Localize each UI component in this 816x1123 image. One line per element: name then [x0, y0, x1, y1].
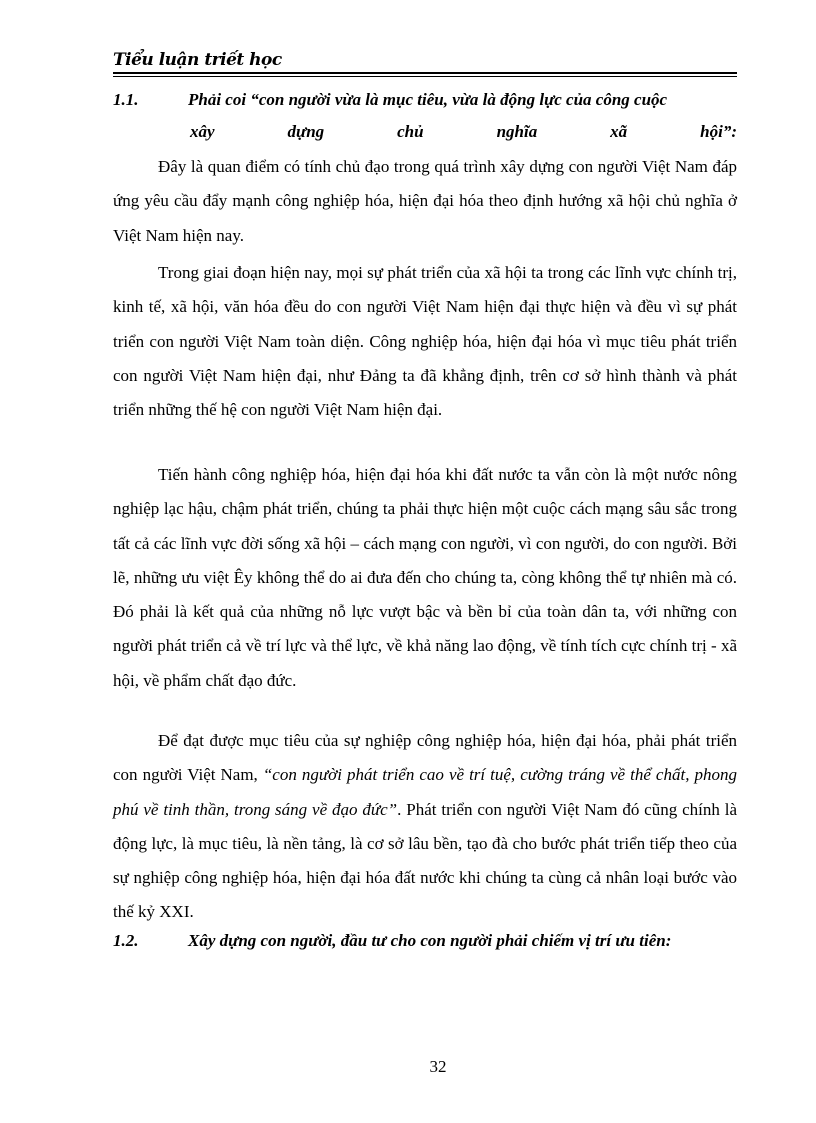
section-title-1-2: Xây dựng con người, đầu tư cho con người phải chiếm vị trí ưu tiên: [188, 931, 672, 950]
paragraph-4-intro: Để đạt được mục tiêu của sự nghiệp công nghiệp hóa, hiện đại hóa, phải phát triển con người Việt Nam, [113, 731, 737, 785]
section-title-1-1-line2: xây dựng chủ nghĩa xã hội”: [190, 122, 737, 141]
header-rule-thick [113, 72, 737, 74]
paragraph-3: Tiến hành công nghiệp hóa, hiện đại hóa khi đất nước ta vẫn còn là một nước nông nghiệp lạc hậu, chậm phát triển, chúng ta phải thực hiện một cuộc cách mạng sâu sắc trong tất cả các lĩnh vực đời sống xã hội – cách mạng con người, vì con người, do con người. Bởi lẽ, những ưu việt Êy không thể do ai đưa đến cho chúng ta, còng không thể tự nhiên mà có. Đó phải là kết quả của những nỗ lực vượt bậc và bền bỉ của toàn dân ta, với những con người phát triển cả về trí lực và thể lực, về khả năng lao động, về tính tích cực chính trị - xã hội, về phẩm chất đạo đức. [113, 465, 737, 690]
section-heading-1-2 [113, 925, 737, 957]
paragraph-4 [113, 724, 737, 930]
page-number: 32 [429, 1057, 447, 1076]
section-number-1-2: 1.2. [113, 931, 139, 950]
paragraph-4-rest: . Phát triển con người Việt Nam đó cũng chính là động lực, là mục tiêu, là nền tảng, là cơ sở lâu bền, tạo đà cho bước phát triển tiếp theo của sự nghiệp công nghiệp hóa, hiện đại hóa đất nước khi chúng ta cùng cả nhân loại bước vào thế kỷ XXI. [113, 799, 738, 922]
section-title-1-1-line1: Phải coi “con người vừa là mục tiêu, vừa là động lực của công cuộc [188, 90, 668, 109]
paragraph-1: Đây là quan điểm có tính chủ đạo trong quá trình xây dựng con người Việt Nam đáp ứng yêu cầu đẩy mạnh công nghiệp hóa, hiện đại hóa theo định hướng xã hội chủ nghĩa ở Việt Nam hiện nay. [113, 157, 737, 245]
paragraph-4-quote: “con người phát triển cao về trí tuệ, cường tráng về thể chất, phong phú về tinh thần, trong sáng về đạo đức” [113, 765, 737, 819]
section-number-1-1: 1.1. [113, 90, 139, 109]
header-rule-thin [113, 76, 737, 77]
section-heading-1-1 [113, 84, 737, 116]
running-header-title: Tiểu luận triết học [113, 50, 282, 70]
paragraph-2: Trong giai đoạn hiện nay, mọi sự phát triển của xã hội ta trong các lĩnh vực chính trị, kinh tế, xã hội, văn hóa đều do con người Việt Nam hiện đại thực hiện và đều vì sự phát triển con người Việt Nam toàn diện. Công nghiệp hóa, hiện đại hóa vì mục tiêu phát triển con người Việt Nam hiện đại, như Đảng ta đã khẳng định, trên cơ sở hình thành và phát triển những thế hệ con người Việt Nam hiện đại. [113, 263, 737, 420]
